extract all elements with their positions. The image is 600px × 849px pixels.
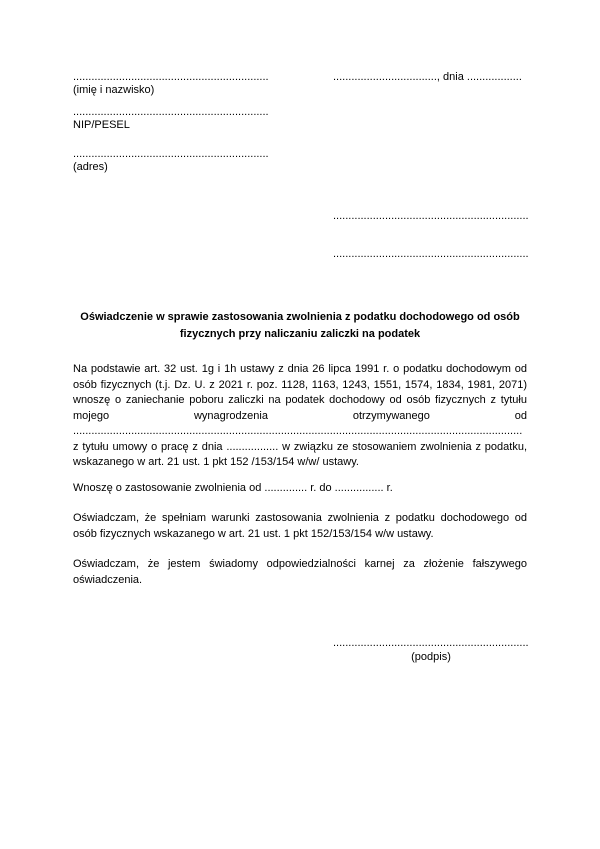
date-separator-label: , dnia	[436, 71, 467, 83]
exemption-period-paragraph: Wnoszę o zastosowanie zwolnienia od .............. r. do ................ r.	[73, 481, 393, 494]
nip-pesel-fill-line: ................................................................	[73, 106, 269, 118]
signature-fill-line: ................................................................	[333, 637, 529, 649]
legal-basis-text: Na podstawie art. 32 ust. 1g i 1h ustawy z dnia 26 lipca 1991 r. o podatku dochodowym od osób fizycznych (t.j. Dz. U. z 2021 r. poz. 1128, 1163, 1243, 1551, 1574, 1834, 1981, 2071) wnoszę o zaniechanie poboru zaliczki na podatek dochodowy od osób fizycznych z tytułu mojego wynagrodzenia otrzymywanego od	[73, 363, 527, 422]
legal-basis-paragraph	[73, 362, 527, 440]
document-title: Oświadczenie w sprawie zastosowania zwolnienia z podatku dochodowego od osób fizycznych przy naliczaniu zaliczki na podatek	[80, 311, 520, 340]
address-label: (adres)	[73, 161, 108, 173]
signature-label: (podpis)	[411, 651, 451, 663]
name-label: (imię i nazwisko)	[73, 84, 155, 96]
recipient-fill-line-2: ................................................................	[333, 248, 529, 260]
place-date-line	[333, 71, 529, 84]
liability-declaration-paragraph: Oświadczam, że jestem świadomy odpowiedzialności karnej za złożenie fałszywego oświadczenia.	[73, 558, 527, 586]
nip-pesel-label: NIP/PESEL	[73, 119, 130, 131]
name-fill-line: ................................................................	[73, 71, 269, 83]
employment-contract-paragraph: z tytułu umowy o pracę z dnia ................. w związku ze stosowaniem zwolnienia z podatku, wskazanego w art. 21 ust. 1 pkt 152 /153/154 w/w/ ustawy.	[73, 440, 527, 468]
conditions-declaration-paragraph: Oświadczam, że spełniam warunki zastosowania zwolnienia z podatku dochodowego od osób fizycznych wskazanego w art. 21 ust. 1 pkt 152/153/154 w/w ustawy.	[73, 512, 527, 540]
place-fill-dots: ..................................	[333, 71, 437, 83]
date-fill-dots: ..................	[466, 71, 522, 83]
signature-block	[333, 637, 529, 665]
payer-fill-line: ...................................................................................................................................................	[73, 425, 523, 437]
address-fill-line: ................................................................	[73, 148, 269, 160]
document-body	[73, 362, 527, 588]
recipient-fill-line-1: ................................................................	[333, 210, 529, 222]
